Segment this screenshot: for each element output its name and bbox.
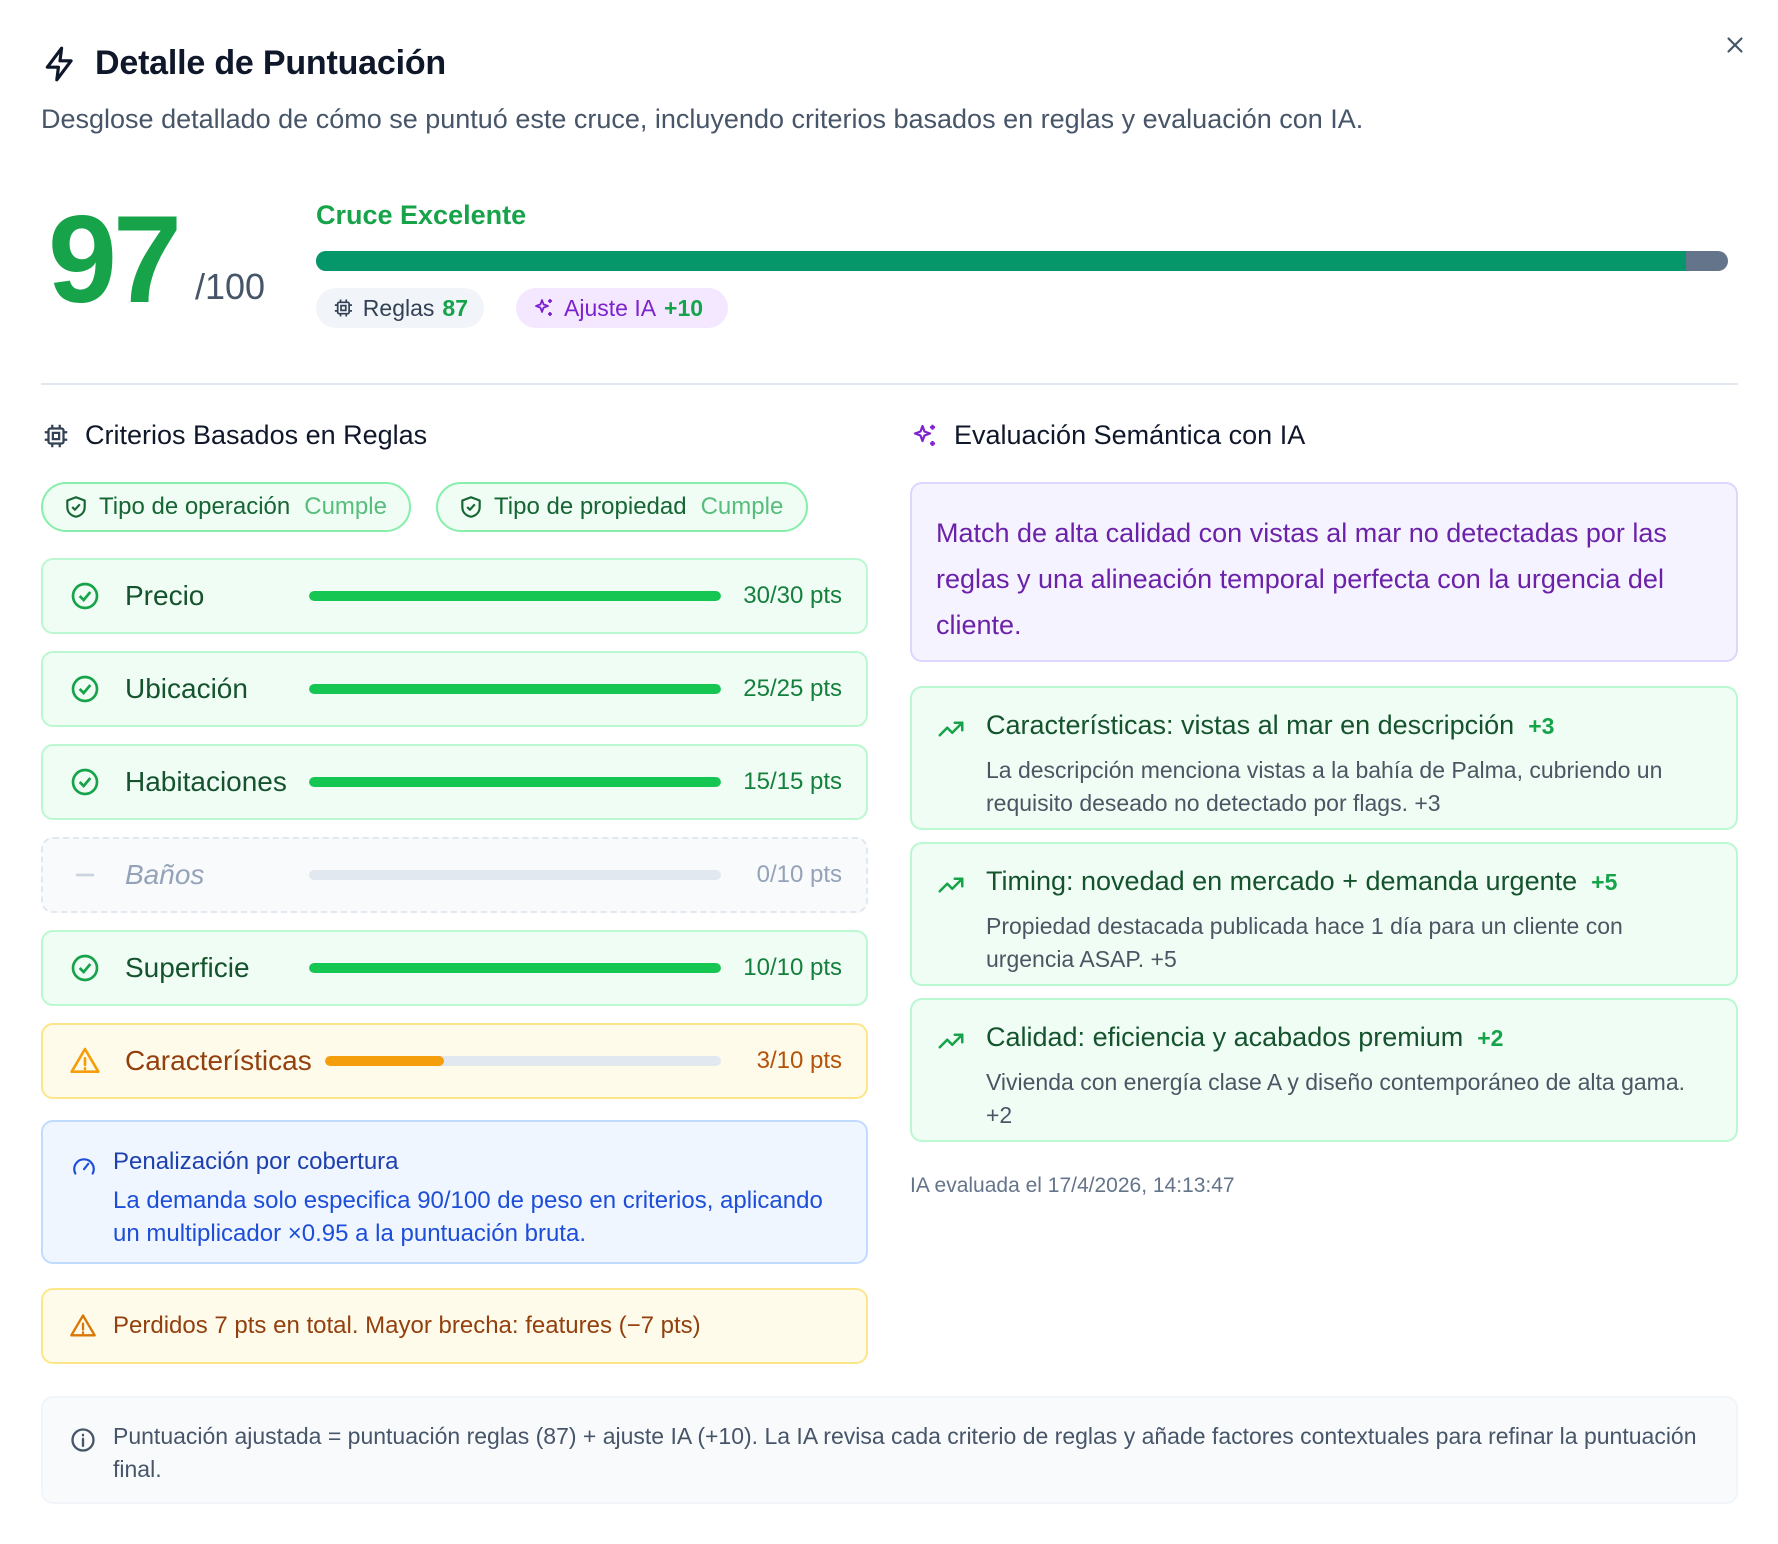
score-progress-fill [316,251,1686,271]
rules-section-title: Criterios Basados en Reglas [85,420,428,450]
ai-summary-text: Match de alta calidad con vistas al mar no detectadas por las reglas y una alineación temporal perfecta con la urgencia del cliente. [936,518,1667,640]
criterion-bar [309,870,721,880]
dialog-subtitle: Desglose detallado de cómo se puntuó este cruce, incluyendo criterios basados en reglas y evaluación con IA. [41,104,1364,134]
check-circle-icon [69,766,101,798]
coverage-penalty-text: La demanda solo especifica 90/100 de peso en criterios, aplicando un multiplicador ×0.95 a la puntuación bruta. [113,1187,823,1247]
trending-up-icon [936,714,966,744]
loss-summary-box [41,1288,868,1364]
ai-section-title: Evaluación Semántica con IA [954,420,1306,450]
ai-summary-box [910,482,1738,662]
criterion-name: Ubicación [125,673,248,704]
criterion-name: Precio [125,580,205,611]
ai-factor-title: Calidad: eficiencia y acabados premium [986,1022,1464,1052]
rules-section-heading [41,420,427,451]
score-verdict: Cruce Excelente [316,200,527,230]
criterion-name: Características [125,1045,312,1076]
property-type-pill [436,482,808,532]
ai-factor-desc: La descripción menciona vistas a la bahía de Palma, cubriendo un requisito deseado no detectado por flags. +3 [986,757,1663,816]
score-max: /100 [195,266,266,307]
criterion-name: Superficie [125,952,250,983]
score-progress-bar [316,251,1728,271]
ai-factor-title: Características: vistas al mar en descripción [986,710,1515,740]
close-button[interactable] [1718,28,1752,62]
criterion-bar [309,591,721,601]
pill-label: Tipo de propiedad [494,493,687,520]
chip-icon [332,296,355,320]
operation-type-pill [41,482,411,532]
warning-icon [69,1312,97,1340]
ai-factor-title-row [986,866,1617,897]
coverage-penalty-box [41,1120,868,1264]
criterion-points: 25/25 pts [743,675,842,702]
criterion-bar-fill [325,1056,444,1066]
criterion-row-banos [41,837,868,913]
check-circle-icon [69,952,101,984]
ai-factor-desc: Propiedad destacada publicada hace 1 día para un cliente con urgencia ASAP. +5 [986,913,1623,972]
info-icon [69,1426,97,1454]
criterion-bar-fill [309,684,721,694]
check-circle-icon [69,580,101,612]
rules-score-chip [316,288,484,328]
criterion-points: 15/15 pts [743,768,842,795]
criterion-points: 10/10 pts [743,954,842,981]
ai-factor-title-row [986,1022,1503,1053]
criterion-points: 3/10 pts [756,1047,842,1074]
criterion-name: Habitaciones [125,766,287,797]
criterion-row-habitaciones [41,744,868,820]
shield-check-icon [458,494,484,520]
ai-evaluated-timestamp: IA evaluada el 17/4/2026, 14:13:47 [910,1174,1235,1197]
check-circle-icon [69,673,101,705]
criterion-bar-fill [309,591,721,601]
criterion-bar [325,1056,721,1066]
pill-status: Cumple [700,493,784,520]
rules-score-value: 87 [442,294,468,321]
criterion-points: 0/10 pts [756,861,842,888]
criterion-bar-fill [309,777,721,787]
trending-up-icon [936,870,966,900]
warning-icon [69,1045,101,1077]
trending-up-icon [936,1026,966,1056]
criterion-row-precio [41,558,868,634]
sparkles-icon [910,421,940,451]
shield-check-icon [63,494,89,520]
ai-factor-card [910,842,1738,986]
ai-adjust-label: Ajuste IA [564,294,657,321]
criterion-bar-fill [309,963,721,973]
ai-adjust-chip [516,288,728,328]
pill-status: Cumple [304,493,387,520]
ai-factor-card [910,998,1738,1142]
criterion-row-caracteristicas [41,1023,868,1099]
criterion-row-ubicacion [41,651,868,727]
loss-summary-text: Perdidos 7 pts en total. Mayor brecha: features (−7 pts) [113,1312,701,1339]
gauge-icon [71,1154,97,1180]
ai-adjust-value: +10 [664,294,704,321]
criterion-bar [309,684,721,694]
section-divider [41,383,1738,385]
close-icon [1722,32,1748,58]
lightning-icon [41,45,79,83]
ai-factor-desc: Vivienda con energía clase A y diseño contemporáneo de alta gama. +2 [986,1069,1685,1128]
ai-factor-title-row [986,710,1554,741]
chip-icon [41,421,71,451]
sparkles-icon [532,296,556,320]
formula-note [41,1396,1738,1504]
criterion-points: 30/30 pts [743,582,842,609]
total-score: 97 [48,191,178,329]
ai-factor-delta: +2 [1477,1025,1504,1051]
criterion-name: Baños [125,859,205,890]
formula-note-text: Puntuación ajustada = puntuación reglas (87) + ajuste IA (+10). La IA revisa cada criterio de reglas y añade factores contextuales para refinar la puntuación final. [113,1423,1697,1482]
ai-factor-card [910,686,1738,830]
coverage-penalty-title: Penalización por cobertura [113,1148,399,1175]
dialog-title: Detalle de Puntuación [95,44,446,82]
ai-factor-delta: +5 [1591,869,1618,895]
criterion-bar [309,963,721,973]
minus-icon [69,859,101,891]
criterion-bar [309,777,721,787]
pill-label: Tipo de operación [99,493,291,520]
ai-factor-delta: +3 [1528,713,1555,739]
rules-score-label: Reglas [362,294,435,321]
ai-factor-title: Timing: novedad en mercado + demanda urgente [986,866,1578,896]
ai-section-heading [910,420,1305,451]
dialog-header [41,44,446,83]
criterion-row-superficie [41,930,868,1006]
